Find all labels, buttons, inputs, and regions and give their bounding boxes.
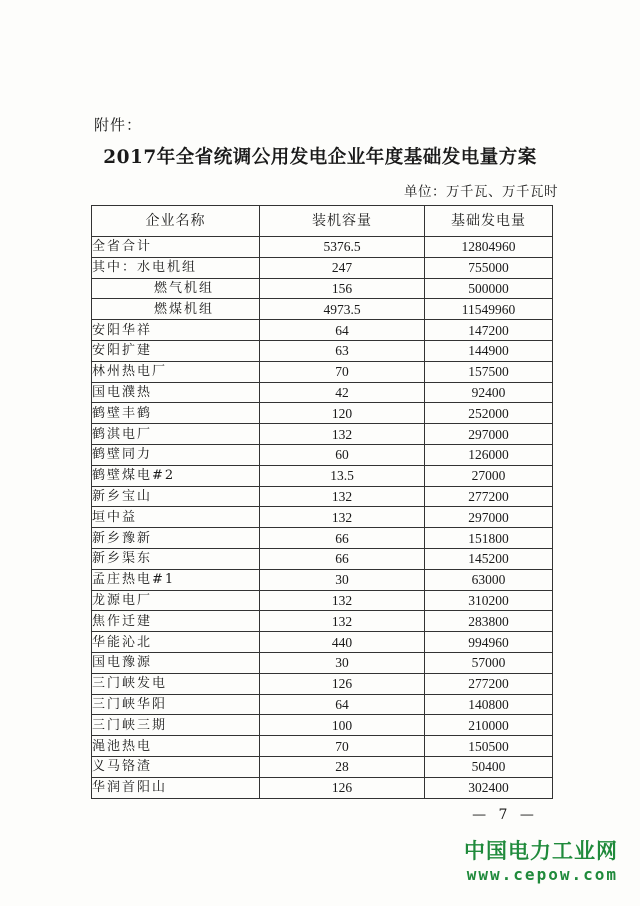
- installed-capacity-cell: 28: [260, 756, 425, 777]
- table-row: [92, 715, 553, 736]
- table-row: [92, 444, 553, 465]
- table-header: [92, 206, 553, 237]
- installed-capacity-cell: 60: [260, 444, 425, 465]
- installed-capacity-cell: 64: [260, 694, 425, 715]
- header-company-name: 企业名称: [92, 206, 260, 237]
- table-row: [92, 673, 553, 694]
- installed-capacity-cell: 64: [260, 320, 425, 341]
- company-name-cell: 义马铬渣: [92, 756, 260, 777]
- base-generation-cell: 994960: [425, 632, 553, 653]
- attachment-label: 附件：: [94, 116, 143, 134]
- company-name-cell: 三门峡发电: [92, 673, 260, 694]
- table-row: [92, 237, 553, 258]
- installed-capacity-cell: 100: [260, 715, 425, 736]
- table-row: [92, 569, 553, 590]
- page-number: — 7 —: [472, 807, 538, 823]
- table-row: [92, 278, 553, 299]
- company-name-cell: 国电豫源: [92, 652, 260, 673]
- installed-capacity-cell: 132: [260, 507, 425, 528]
- company-name-cell: 燃气机组: [92, 278, 260, 299]
- watermark-site-name: 中国电力工业网: [464, 839, 618, 863]
- company-name-cell: 焦作迁建: [92, 611, 260, 632]
- base-generation-cell: 310200: [425, 590, 553, 611]
- generation-plan-table: [91, 205, 553, 799]
- document-title: 2017年全省统调公用发电企业年度基础发电量方案: [103, 147, 537, 168]
- company-name-cell: 华能沁北: [92, 632, 260, 653]
- table-row: [92, 382, 553, 403]
- table-row: [92, 528, 553, 549]
- installed-capacity-cell: 70: [260, 736, 425, 757]
- company-name-cell: 龙源电厂: [92, 590, 260, 611]
- table-row: [92, 424, 553, 445]
- base-generation-cell: 210000: [425, 715, 553, 736]
- table-row: [92, 777, 553, 798]
- table-row: [92, 465, 553, 486]
- base-generation-cell: 755000: [425, 257, 553, 278]
- table-row: [92, 548, 553, 569]
- company-name-cell: 三门峡华阳: [92, 694, 260, 715]
- base-generation-cell: 157500: [425, 361, 553, 382]
- table-row: [92, 632, 553, 653]
- table-row: [92, 590, 553, 611]
- company-name-cell: 其中：水电机组: [92, 257, 260, 278]
- table-row: [92, 611, 553, 632]
- table-header-row: [92, 206, 553, 237]
- installed-capacity-cell: 4973.5: [260, 299, 425, 320]
- company-name-cell: 燃煤机组: [92, 299, 260, 320]
- installed-capacity-cell: 132: [260, 486, 425, 507]
- base-generation-cell: 126000: [425, 444, 553, 465]
- base-generation-cell: 140800: [425, 694, 553, 715]
- base-generation-cell: 277200: [425, 673, 553, 694]
- base-generation-cell: 150500: [425, 736, 553, 757]
- table-row: [92, 652, 553, 673]
- installed-capacity-cell: 13.5: [260, 465, 425, 486]
- base-generation-cell: 500000: [425, 278, 553, 299]
- header-base-generation: 基础发电量: [425, 206, 553, 237]
- company-name-cell: 安阳华祥: [92, 320, 260, 341]
- base-generation-cell: 297000: [425, 507, 553, 528]
- table-row: [92, 486, 553, 507]
- company-name-cell: 安阳扩建: [92, 340, 260, 361]
- installed-capacity-cell: 66: [260, 548, 425, 569]
- site-watermark: [464, 838, 618, 886]
- table-row: [92, 736, 553, 757]
- installed-capacity-cell: 132: [260, 590, 425, 611]
- installed-capacity-cell: 30: [260, 569, 425, 590]
- installed-capacity-cell: 247: [260, 257, 425, 278]
- installed-capacity-cell: 440: [260, 632, 425, 653]
- installed-capacity-cell: 30: [260, 652, 425, 673]
- installed-capacity-cell: 70: [260, 361, 425, 382]
- base-generation-cell: 283800: [425, 611, 553, 632]
- table-row: [92, 361, 553, 382]
- company-name-cell: 鹤壁丰鹤: [92, 403, 260, 424]
- table-row: [92, 403, 553, 424]
- base-generation-cell: 92400: [425, 382, 553, 403]
- company-name-cell: 渑池热电: [92, 736, 260, 757]
- company-name-cell: 垣中益: [92, 507, 260, 528]
- company-name-cell: 新乡豫新: [92, 528, 260, 549]
- base-generation-cell: 252000: [425, 403, 553, 424]
- company-name-cell: 国电濮热: [92, 382, 260, 403]
- company-name-cell: 鹤淇电厂: [92, 424, 260, 445]
- installed-capacity-cell: 120: [260, 403, 425, 424]
- unit-note: 单位：万千瓦、万千瓦时: [404, 184, 558, 200]
- base-generation-cell: 11549960: [425, 299, 553, 320]
- table-row: [92, 320, 553, 341]
- company-name-cell: 鹤壁煤电#2: [92, 465, 260, 486]
- company-name-cell: 鹤壁同力: [92, 444, 260, 465]
- installed-capacity-cell: 126: [260, 673, 425, 694]
- table-body: [92, 237, 553, 799]
- header-installed-capacity: 装机容量: [260, 206, 425, 237]
- base-generation-cell: 12804960: [425, 237, 553, 258]
- table-row: [92, 756, 553, 777]
- base-generation-cell: 57000: [425, 652, 553, 673]
- installed-capacity-cell: 5376.5: [260, 237, 425, 258]
- installed-capacity-cell: 132: [260, 424, 425, 445]
- base-generation-cell: 27000: [425, 465, 553, 486]
- company-name-cell: 孟庄热电#1: [92, 569, 260, 590]
- installed-capacity-cell: 42: [260, 382, 425, 403]
- base-generation-cell: 144900: [425, 340, 553, 361]
- company-name-cell: 新乡渠东: [92, 548, 260, 569]
- base-generation-cell: 302400: [425, 777, 553, 798]
- base-generation-cell: 151800: [425, 528, 553, 549]
- base-generation-cell: 297000: [425, 424, 553, 445]
- table-row: [92, 257, 553, 278]
- base-generation-cell: 147200: [425, 320, 553, 341]
- base-generation-cell: 277200: [425, 486, 553, 507]
- base-generation-cell: 145200: [425, 548, 553, 569]
- installed-capacity-cell: 156: [260, 278, 425, 299]
- table-row: [92, 340, 553, 361]
- company-name-cell: 华润首阳山: [92, 777, 260, 798]
- installed-capacity-cell: 132: [260, 611, 425, 632]
- table-row: [92, 694, 553, 715]
- table-row: [92, 507, 553, 528]
- table-row: [92, 299, 553, 320]
- installed-capacity-cell: 126: [260, 777, 425, 798]
- company-name-cell: 全省合计: [92, 237, 260, 258]
- company-name-cell: 林州热电厂: [92, 361, 260, 382]
- installed-capacity-cell: 63: [260, 340, 425, 361]
- watermark-url: www.cepow.com: [466, 865, 618, 884]
- company-name-cell: 新乡宝山: [92, 486, 260, 507]
- installed-capacity-cell: 66: [260, 528, 425, 549]
- base-generation-cell: 50400: [425, 756, 553, 777]
- company-name-cell: 三门峡三期: [92, 715, 260, 736]
- base-generation-cell: 63000: [425, 569, 553, 590]
